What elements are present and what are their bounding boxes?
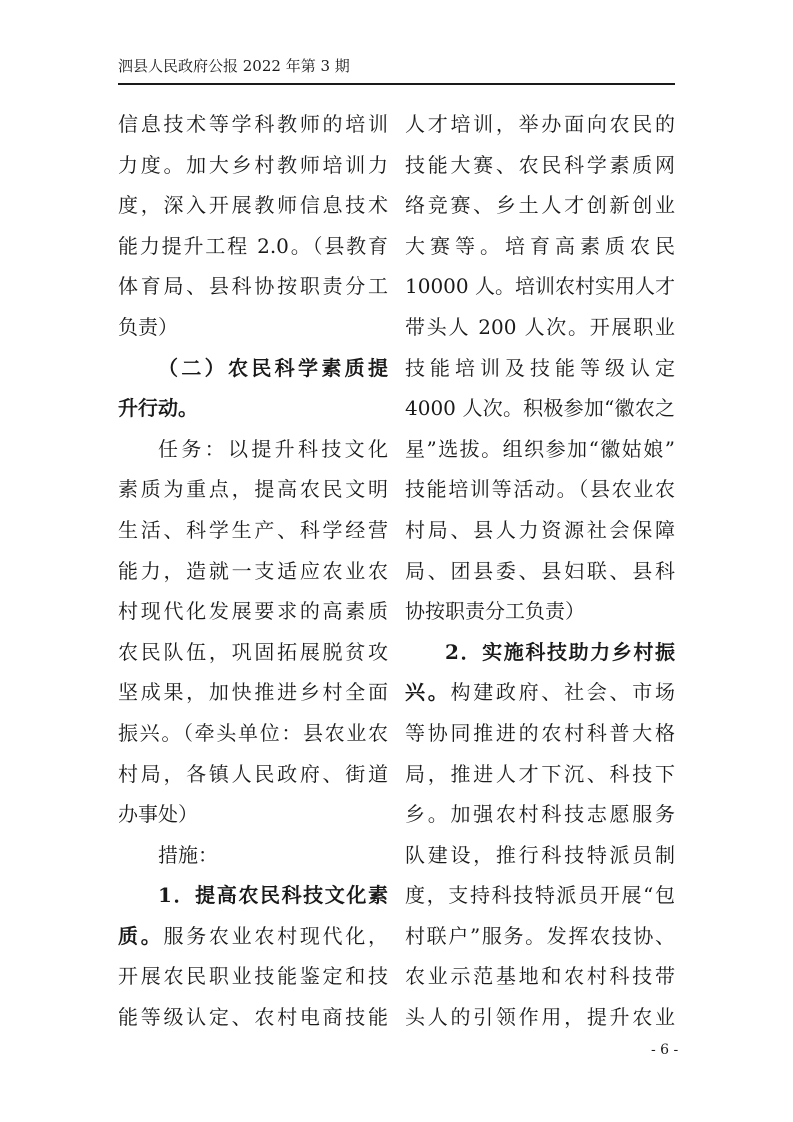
text-line: 协按职责分工负责）	[405, 599, 585, 624]
text-line: 办事处）	[118, 802, 198, 827]
text-line	[118, 916, 388, 957]
gazette-header-title: 泗县人民政府公报 2022 年第 3 期	[118, 57, 350, 75]
text-line: 络竞赛、乡土人才创新创业	[405, 193, 675, 218]
bold-heading-fragment: 质。	[118, 923, 164, 948]
text-line: 度，支持科技特派员开展“包	[405, 883, 675, 908]
header-divider	[118, 83, 675, 85]
text-line: 10000 人。培训农村实用人才	[405, 274, 675, 299]
text-line: 开展农民职业技能鉴定和技	[118, 964, 388, 989]
text-line: 带头人 200 人次。开展职业	[405, 314, 675, 339]
left-text-column	[118, 104, 388, 1038]
text-line: 村现代化发展要求的高素质	[118, 599, 388, 624]
text-line: 力度。加大乡村教师培训力	[118, 152, 388, 177]
text-line: 度，深入开展教师信息技术	[118, 193, 388, 218]
bold-heading-fragment: 兴。	[405, 680, 451, 705]
text-line: 信息技术等学科教师的培训	[118, 112, 388, 136]
text-line: 等协同推进的农村科普大格	[405, 720, 675, 745]
text-line: 农民队伍，巩固拓展脱贫攻	[118, 639, 388, 664]
text-line: 能等级认定、农村电商技能	[118, 1005, 388, 1030]
page-number: - 6 -	[651, 1042, 679, 1058]
text-line: 村联户”服务。发挥农技协、	[405, 923, 675, 948]
text-line: 乡。加强农村科技志愿服务	[405, 802, 675, 827]
text-line: 农业示范基地和农村科技带	[405, 964, 675, 989]
text-line: 头人的引领作用，提升农业	[405, 1005, 675, 1030]
text-line: 能力提升工程 2.0。（县教育	[118, 233, 388, 258]
text-line: 村局、县人力资源社会保障	[405, 517, 675, 542]
right-text-column	[405, 104, 675, 1038]
text-line: 局、团县委、县妇联、县科	[405, 558, 675, 583]
text-line: （二）农民科学素质提	[158, 355, 388, 380]
text-line: 能力，造就一支适应农业农	[118, 558, 388, 583]
text-line: 负责）	[118, 314, 178, 339]
text-line: 2．实施科技助力乡村振	[445, 639, 675, 664]
text-line: 技能培训及技能等级认定	[405, 355, 675, 380]
text-line: 技能大赛、农民科学素质网	[405, 152, 675, 177]
text-line: 人才培训，举办面向农民的	[405, 112, 675, 136]
text-line: 村局，各镇人民政府、街道	[118, 761, 388, 786]
text-line: 队建设，推行科技特派员制	[405, 842, 675, 867]
text-line: 1．提高农民科技文化素	[158, 883, 388, 908]
text-line: 星”选拔。组织参加“徽姑娘”	[405, 436, 675, 461]
text-line: 任务：以提升科技文化	[158, 436, 388, 461]
text-line: 措施：	[158, 842, 218, 867]
text-line: 振兴。（牵头单位：县农业农	[118, 720, 388, 745]
text-line: 技能培训等活动。（县农业农	[405, 477, 675, 502]
text-line: 升行动。	[118, 396, 198, 421]
text-line: 局，推进人才下沉、科技下	[405, 761, 675, 786]
text-line	[405, 672, 675, 713]
text-line: 生活、科学生产、科学经营	[118, 517, 388, 542]
body-text-fragment: 构建政府、社会、市场	[450, 680, 676, 705]
text-line: 坚成果，加快推进乡村全面	[118, 680, 388, 705]
text-line: 体育局、县科协按职责分工	[118, 274, 388, 299]
text-line: 大赛等。培育高素质农民	[405, 233, 675, 258]
body-text-fragment: 服务农业农村现代化，	[163, 923, 389, 948]
text-line: 4000 人次。积极参加“徽农之	[405, 396, 675, 421]
text-line: 素质为重点，提高农民文明	[118, 477, 388, 502]
